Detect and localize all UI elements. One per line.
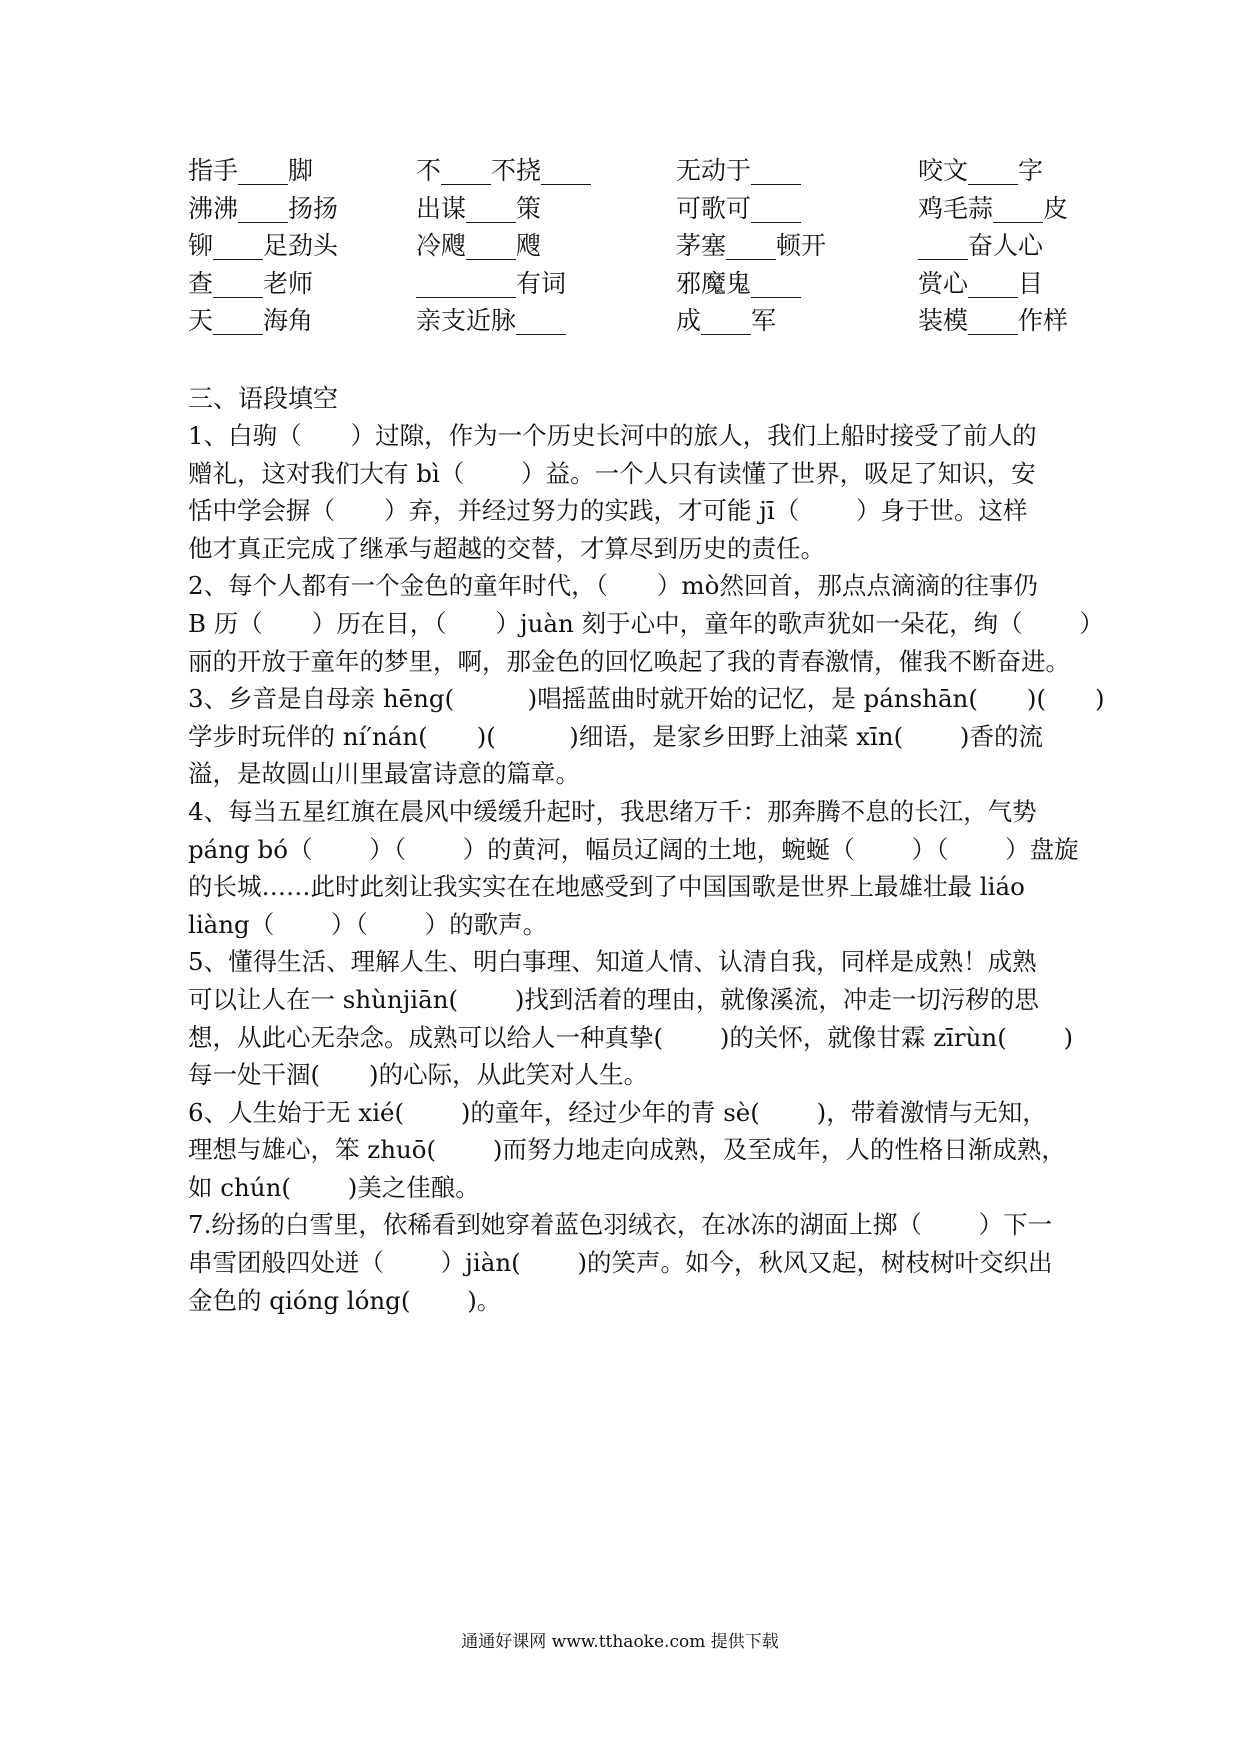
idiom-row — [188, 227, 1088, 265]
idiom-row — [188, 152, 1088, 190]
idiom-item: 沸沸____扬扬 — [188, 193, 339, 223]
passage-line: 理想与雄心，笨 zhuō( )而努力地走向成熟，及至成年，人的性格日渐成熟， — [188, 1135, 1066, 1165]
passage-line: 赠礼，这对我们大有 bì（ ）益。一个人只有读懂了世界，吸足了知识，安 — [188, 458, 1036, 488]
passage-line: 串雪团般四处迸（ ）jiàn( )的笑声。如今，秋风又起，树枝树叶交织出 — [188, 1248, 1053, 1278]
passage-line: 的长城……此时此刻让我实实在在地感受到了中国国歌是世界上最雄壮最 liáo — [188, 872, 1025, 902]
idiom-item: 查____老师 — [188, 268, 314, 298]
passage-line: B 历（ ）历在目，（ ）juàn 刻于心中，童年的歌声犹如一朵花，绚（ ） — [188, 608, 1104, 638]
passage-line: 2、每个人都有一个金色的童年时代，（ ）mò然回首，那点点滴滴的往事仍 — [188, 571, 1038, 601]
idiom-item: 亲支近脉____ — [416, 306, 567, 335]
passage-line: 7.纷扬的白雪里，依稀看到她穿着蓝色羽绒衣，在冰冻的湖面上掷（ ）下一 — [188, 1210, 1053, 1240]
idiom-item: 咬文____字 — [918, 156, 1044, 185]
passage-fill-section — [188, 417, 1105, 1319]
section-title: 三、语段填空 — [188, 384, 339, 413]
passage-line: 每一处干涸( )的心际，从此笑对人生。 — [188, 1060, 649, 1090]
idiom-row — [188, 265, 1088, 303]
passage-line: 想，从此心无杂念。成熟可以给人一种真挚( )的关怀，就像甘霖 zīrùn( ) — [188, 1022, 1074, 1052]
idiom-item: 不____不挠____ — [416, 156, 592, 185]
passage-line: 恬中学会摒（ ）弃，并经过努力的实践，才可能 jī（ ）身于世。这样 — [188, 496, 1028, 526]
passage-line: páng bó（ ）（ ）的黄河，幅员辽阔的土地，蜿蜒（ ）（ ）盘旋 — [188, 834, 1079, 864]
idiom-item: 装模____作样 — [918, 306, 1069, 335]
passage-line: 金色的 qióng lóng( )。 — [188, 1285, 502, 1315]
idiom-item: 茅塞____顿开 — [676, 231, 827, 260]
passage-line: 3、乡音是自母亲 hēng( )唱摇蓝曲时就开始的记忆，是 pánshān( )( ) — [188, 684, 1105, 714]
idiom-row — [188, 302, 1088, 340]
passage-line: 可以让人在一 shùnjiān( )找到活着的理由，就像溪流，冲走一切污秽的思 — [188, 984, 1039, 1014]
passage-line: 如 chún( )美之佳酿。 — [188, 1172, 480, 1202]
idiom-fill-grid — [188, 152, 1088, 340]
passage-line: 4、每当五星红旗在晨风中缓缓升起时，我思绪万千：那奔腾不息的长江，气势 — [188, 796, 1037, 826]
idiom-item: 铆____足劲头 — [188, 231, 339, 260]
idiom-item: 出谋____策 — [416, 193, 542, 223]
idiom-item: 赏心____目 — [918, 268, 1044, 298]
passage-line: 1、白驹（ ）过隙，作为一个历史长河中的旅人，我们上船时接受了前人的 — [188, 421, 1037, 450]
idiom-item: 邪魔鬼____ — [676, 268, 802, 298]
passage-line: 5、懂得生活、理解人生、明白事理、知道人情、认清自我，同样是成熟！成熟 — [188, 947, 1037, 977]
idiom-item: ____奋人心 — [918, 231, 1044, 260]
idiom-item: 冷飕____飕 — [416, 231, 542, 260]
idiom-item: 天____海角 — [188, 306, 314, 335]
idiom-item: ________有词 — [416, 268, 567, 298]
passage-line: liàng（ ）（ ）的歌声。 — [188, 909, 548, 939]
idiom-row — [188, 190, 1088, 228]
idiom-item: 指手____脚 — [188, 156, 314, 185]
footer-download-note: 通通好课网 www.tthaoke.com 提供下载 — [461, 1632, 779, 1652]
passage-line: 6、人生始于无 xié( )的童年，经过少年的青 sè( )，带着激情与无知， — [188, 1097, 1047, 1127]
idiom-item: 鸡毛蒜____皮 — [918, 193, 1069, 223]
passage-line: 学步时玩伴的 ní′nán( )( )细语，是家乡田野上油菜 xīn( )香的流 — [188, 721, 1043, 751]
passage-line: 丽的开放于童年的梦里，啊，那金色的回忆唤起了我的青春激情，催我不断奋进。 — [188, 646, 1070, 676]
idiom-item: 可歌可____ — [676, 193, 802, 223]
passage-line: 溢，是故圆山川里最富诗意的篇章。 — [188, 759, 580, 789]
idiom-item: 成____军 — [676, 306, 777, 335]
idiom-item: 无动于____ — [676, 156, 802, 185]
passage-line: 他才真正完成了继承与超越的交替，才算尽到历史的责任。 — [188, 533, 825, 563]
